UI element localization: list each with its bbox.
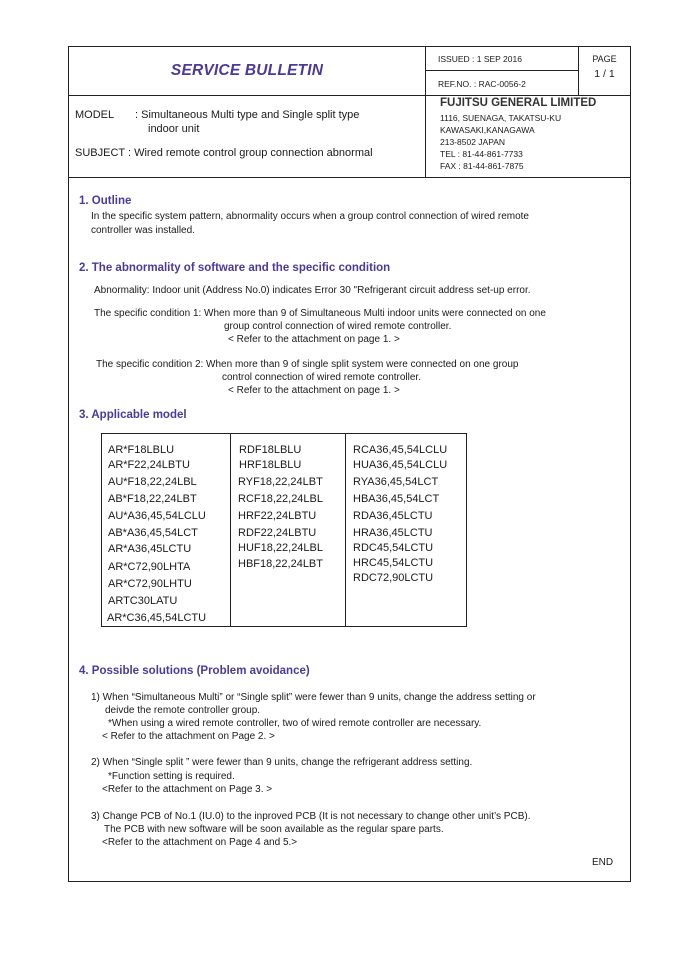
model-item: AB*A36,45,54LCT: [108, 527, 198, 539]
abnormality-text: Abnormality: Indoor unit (Address No.0) indicates Error 30 "Refrigerant circuit address set-up error.: [94, 285, 531, 296]
reference-number: REF.NO. : RAC-0056-2: [438, 79, 526, 89]
company-cell: [426, 95, 630, 177]
model-item: ARTC30LATU: [108, 595, 178, 607]
model-item: AR*F18LBLU: [108, 444, 175, 456]
model-item: HRA36,45LCTU: [353, 527, 433, 539]
model-label: MODEL: [75, 109, 115, 121]
model-item: RYF18,22,24LBT: [238, 476, 323, 488]
model-item: HRF22,24LBTU: [238, 510, 317, 522]
solution-3-text: 3) Change PCB of No.1 (IU.0) to the inproved PCB (It is not necessary to change other unit’s PCB).: [91, 811, 531, 822]
condition-1-text: The specific condition 1: When more than 9 of Simultaneous Multi indoor units were connected on one: [94, 308, 546, 319]
model-item: HBA36,45,54LCT: [353, 493, 440, 505]
solution-3-reference: <Refer to the attachment on Page 4 and 5.>: [102, 837, 298, 848]
outline-text: controller was installed.: [91, 225, 195, 236]
model-item: AR*F22,24LBTU: [108, 459, 190, 471]
model-item: HRC45,54LCTU: [353, 557, 434, 569]
model-value: : Simultaneous Multi type and Single split type: [135, 109, 360, 121]
solution-3-text: The PCB with new software will be soon available as the regular spare parts.: [104, 824, 444, 835]
solution-2-note: *Function setting is required.: [108, 771, 235, 782]
model-item: AU*F18,22,24LBL: [108, 476, 197, 488]
solution-1-reference: < Refer to the attachment on Page 2. >: [102, 731, 275, 742]
end-label: END: [592, 857, 614, 868]
model-item: RDC45,54LCTU: [353, 542, 434, 554]
company-address-line: KAWASAKI,KANAGAWA: [440, 125, 535, 135]
model-item: HRF18LBLU: [239, 459, 302, 471]
page-cell: [579, 47, 630, 95]
model-item: HBF18,22,24LBT: [238, 558, 323, 570]
page-number: 1 / 1: [594, 68, 615, 80]
company-name: FUJITSU GENERAL LIMITED: [440, 97, 597, 109]
model-item: AB*F18,22,24LBT: [108, 493, 197, 505]
model-item: HUA36,45,54LCLU: [353, 459, 448, 471]
service-bulletin-page: [68, 46, 631, 882]
company-fax: FAX : 81-44-861-7875: [440, 161, 524, 171]
model-item: RCA36,45,54LCLU: [353, 444, 448, 456]
info-block: [69, 95, 630, 178]
issued-date: ISSUED : 1 SEP 2016: [425, 47, 578, 71]
company-phone: TEL : 81-44-861-7733: [440, 149, 523, 159]
company-address-line: 213-8502 JAPAN: [440, 137, 506, 147]
solution-1-text: 1) When “Simultaneous Multi” or “Single split” were fewer than 9 units, change the address setting or: [91, 692, 536, 703]
subject: SUBJECT : Wired remote control group connection abnormal: [75, 147, 373, 159]
page-label: PAGE: [592, 54, 617, 64]
model-subject-cell: [69, 95, 426, 177]
section-heading-abnormality: 2. The abnormality of software and the specific condition: [79, 262, 391, 274]
model-item: RYA36,45,54LCT: [353, 476, 439, 488]
model-item: AU*A36,45,54LCLU: [108, 510, 206, 522]
outline-text: In the specific system pattern, abnormality occurs when a group control connection of wired remote: [91, 211, 529, 222]
model-item: AR*C36,45,54LCTU: [107, 612, 207, 624]
model-item: AR*C72,90LHTA: [108, 561, 191, 573]
solution-2-text: 2) When “Single split ” were fewer than 9 units, change the refrigerant address setting.: [91, 757, 473, 768]
model-value-continued: indoor unit: [148, 123, 200, 135]
model-item: RDF22,24LBTU: [238, 527, 317, 539]
page-title: SERVICE BULLETIN: [170, 62, 324, 79]
applicable-model-table: [101, 433, 467, 627]
condition-2-text: The specific condition 2: When more than 9 of single split system were connected on one group: [96, 359, 519, 370]
bulletin-header: [69, 47, 630, 96]
section-heading-applicable-model: 3. Applicable model: [79, 409, 187, 421]
section-heading-solutions: 4. Possible solutions (Problem avoidance): [79, 665, 310, 677]
company-address-line: 1116, SUENAGA, TAKATSU-KU: [440, 113, 562, 123]
solution-2-reference: <Refer to the attachment on Page 3. >: [102, 784, 273, 795]
model-item: HUF18,22,24LBL: [238, 542, 323, 554]
section-heading-outline: 1. Outline: [79, 195, 132, 207]
condition-2-reference: < Refer to the attachment on page 1. >: [228, 385, 400, 396]
title-cell: [69, 47, 426, 95]
model-column-1: [102, 434, 231, 626]
condition-1-text: group control connection of wired remote controller.: [224, 321, 452, 332]
model-column-2: [231, 434, 346, 626]
model-item: AR*C72,90LHTU: [108, 578, 192, 590]
meta-cell: [425, 47, 579, 95]
model-item: RCF18,22,24LBL: [238, 493, 323, 505]
model-item: RDF18LBLU: [239, 444, 302, 456]
condition-1-reference: < Refer to the attachment on page 1. >: [228, 334, 400, 345]
model-item: AR*A36,45LCTU: [108, 543, 192, 555]
model-column-3: [346, 434, 466, 626]
solution-1-note: *When using a wired remote controller, two of wired remote controller are necessary.: [108, 718, 482, 729]
model-item: RDA36,45LCTU: [353, 510, 433, 522]
model-item: RDC72,90LCTU: [353, 572, 434, 584]
solution-1-text: deivde the remote controller group.: [105, 705, 261, 716]
condition-2-text: control connection of wired remote controller.: [222, 372, 421, 383]
